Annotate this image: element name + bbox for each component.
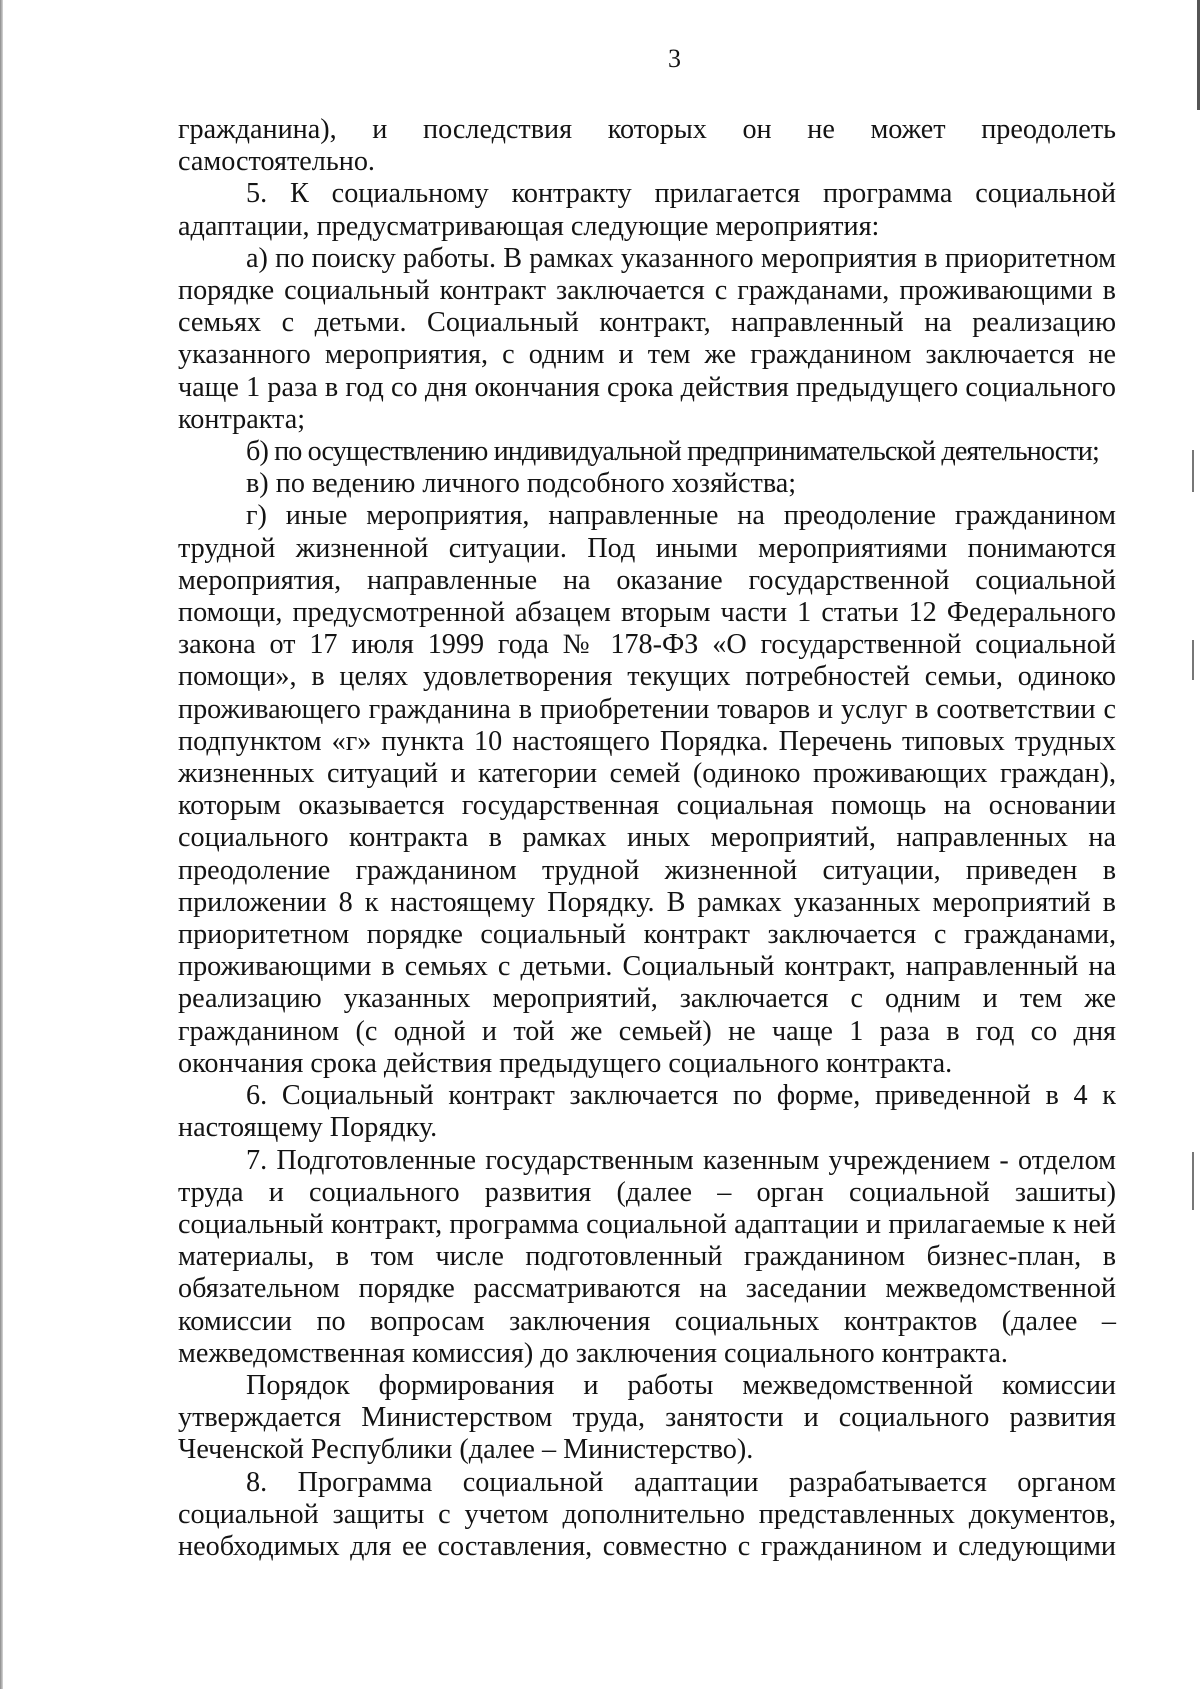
paragraph: б) по осуществлению индивидуальной предпринимательской деятельности; bbox=[246, 436, 1099, 468]
paragraph: 8. Программа социальной адаптации разрабатывается органом социальной защиты с учетом дополнительно представленных документов, необходимых для ее составления, совместно с гражданином и следующими bbox=[178, 1466, 1116, 1562]
paragraph: 7. Подготовленные государственным казенным учреждением - отделом труда и социального развития (далее – орган социальной зашиты) социальный контракт, программа социальной адаптации и прилагаемые к ней материалы, в том числе подготовленный гражданином бизнес-план, в обязательном порядке рассматриваются на заседании межведомственной комиссии по вопросам заключения социальных контрактов (далее – межведомственная комиссия) до заключения социального контракта. bbox=[178, 1144, 1116, 1369]
scan-mark bbox=[1192, 450, 1194, 492]
paragraph: 6. Социальный контракт заключается по форме, приведенной в 4 к настоящему Порядку. bbox=[178, 1080, 1116, 1144]
document-body bbox=[178, 114, 1116, 1563]
scan-mark bbox=[1192, 640, 1194, 680]
paragraph: в) по ведению личного подсобного хозяйства; bbox=[246, 468, 797, 500]
paragraph: Порядок формирования и работы межведомственной комиссии утверждается Министерством труда, занятости и социального развития Чеченской Республики (далее – Министерство). bbox=[178, 1369, 1116, 1466]
scan-edge-left bbox=[0, 0, 3, 1689]
scan-mark bbox=[1192, 1152, 1194, 1210]
page-number: 3 bbox=[668, 44, 681, 73]
paragraph: 5. К социальному контракту прилагается программа социальной адаптации, предусматривающая следующие мероприятия: bbox=[178, 178, 1116, 242]
paragraph: гражданина), и последствия которых он не может преодолеть самостоятельно. bbox=[178, 114, 1116, 178]
paragraph: а) по поиску работы. В рамках указанного мероприятия в приоритетном порядке социальный контракт заключается с гражданами, проживающими в семьях с детьми. Социальный контракт, направленный на реализацию указанного мероприятия, с одним и тем же гражданином заключается не чаще 1 раза в год со дня окончания срока действия предыдущего социального контракта; bbox=[178, 242, 1116, 435]
paragraph: г) иные мероприятия, направленные на преодоление гражданином трудной жизненной ситуации. Под иными мероприятиями понимаются мероприятия, направленные на оказание государственной социальной помощи, предусмотренной абзацем вторым части 1 статьи 12 Федерального закона от 17 июля 1999 года № 178-ФЗ «О государственной социальной помощи», в целях удовлетворения текущих потребностей семьи, одиноко проживающего гражданина в приобретении товаров и услуг в соответствии с подпунктом «г» пункта 10 настоящего Порядка. Перечень типовых трудных жизненных ситуаций и категории семей (одиноко проживающих граждан), которым оказывается государственная социальная помощь на основании социального контракта в рамках иных мероприятий, направленных на преодоление гражданином трудной жизненной ситуации, приведен в приложении 8 к настоящему Порядку. В рамках указанных мероприятий в приоритетном порядке социальный контракт заключается с гражданами, проживающими в семьях с детьми. Социальный контракт, направленный на реализацию указанных мероприятий, заключается с одним и тем же гражданином (с одной и той же семьей) не чаще 1 раза в год со дня окончания срока действия предыдущего социального контракта. bbox=[178, 500, 1116, 1079]
